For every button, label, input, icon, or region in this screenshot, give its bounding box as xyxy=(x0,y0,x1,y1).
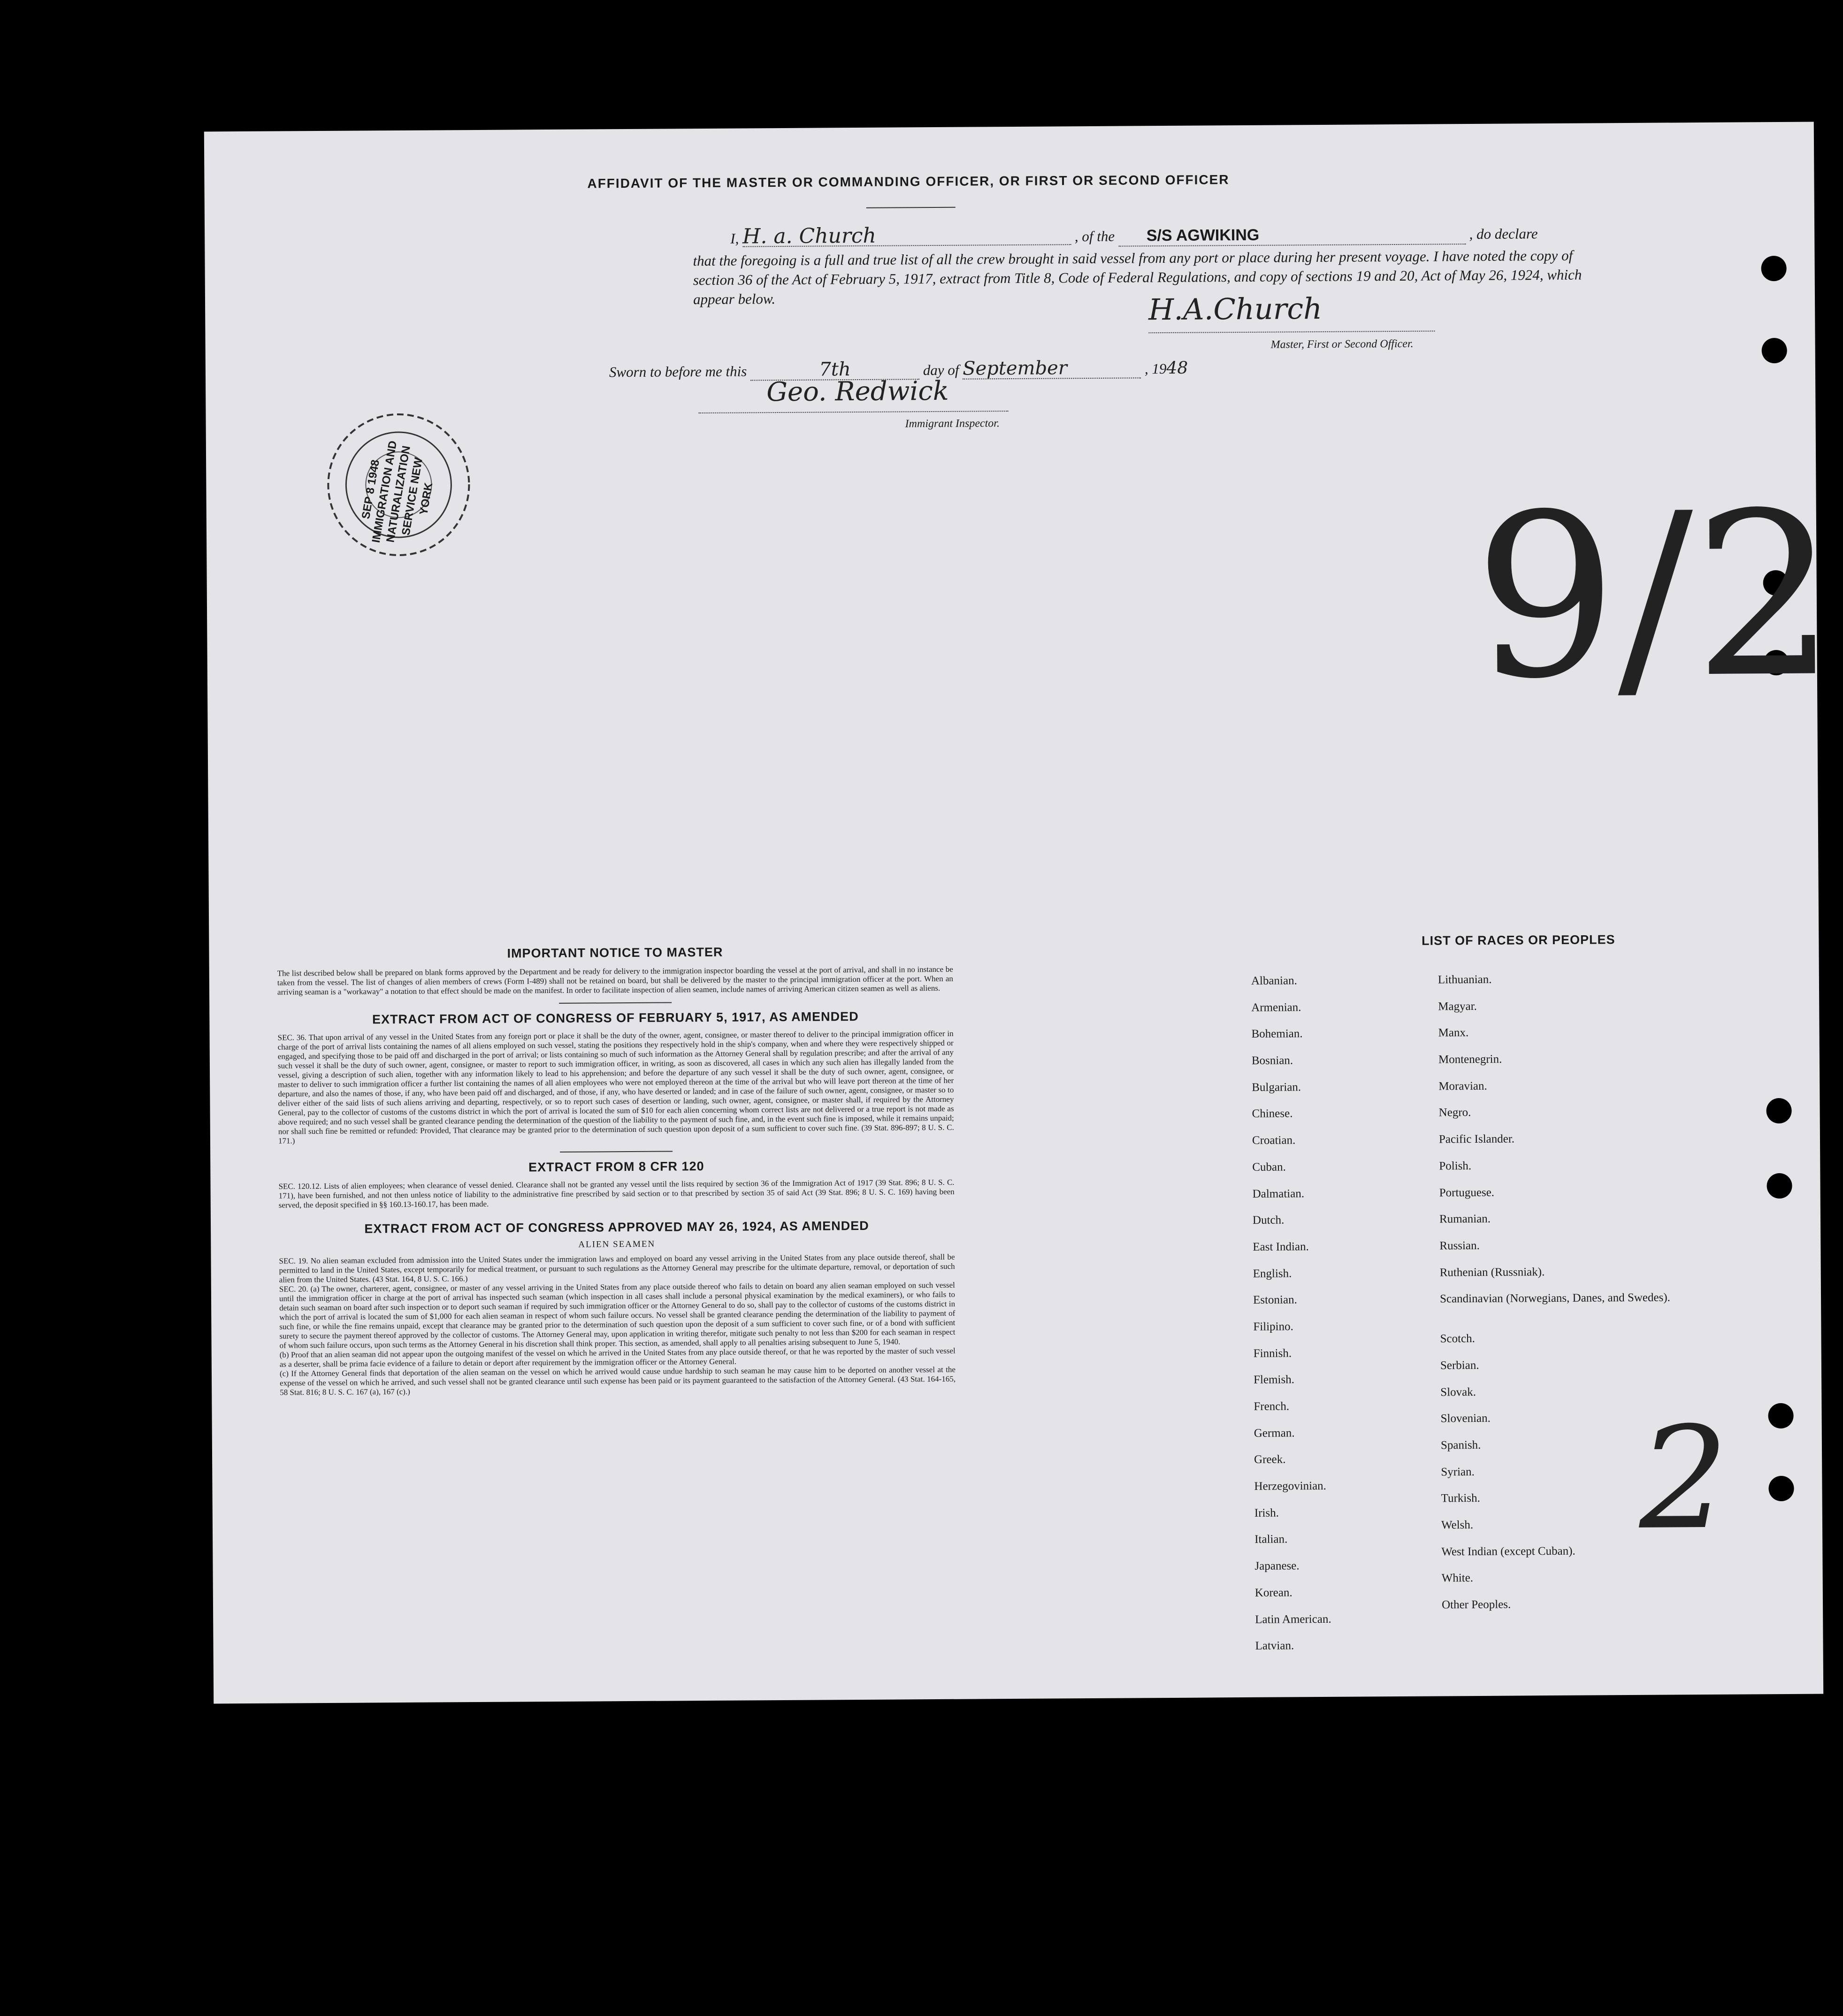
declaration-body: that the foregoing is a full and true list of all the crew brought in said vessel from any port or place during her present voyage. I have noted the copy of section 36 of the Act of February 5, 1917, extract from Title 8, Code of Federal Regulations, and copy of sections 19 and 20, Act of May 26, 1924, which appear below. xyxy=(693,247,1582,308)
race-item: Greek. xyxy=(1254,1453,1286,1466)
vessel-name: S/S AGWIKING xyxy=(1118,224,1466,247)
race-item: White. xyxy=(1441,1572,1474,1585)
race-item: Rumanian. xyxy=(1439,1212,1491,1226)
race-item: Other Peoples. xyxy=(1441,1598,1511,1611)
year-prefix: , 19 xyxy=(1144,360,1167,377)
binder-hole xyxy=(1767,1173,1792,1199)
race-item: East Indian. xyxy=(1253,1240,1309,1253)
notice-title: IMPORTANT NOTICE TO MASTER xyxy=(507,945,723,961)
extract-1917-text: SEC. 36. That upon arrival of any vessel in the United States from any foreign port or place it shall be the duty of the owner, agent, consignee, or master thereof to deliver to the principal immigration officer in charge of the port of arrival lists containing the names of all aliens employed on such vessel, stating the positions they respectively hold in the ship's company, when and where they were respectively shipped or engaged, and specifying those to be paid off and discharged in the port of arrival; or lists containing so much of such information as the Attorney General shall by regulation prescribe; and after the arrival of any such vessel it shall be the duty of such owner, agent, consignee, or master to report to such immigration officer, in writing, as soon as discovered, all cases in which any such alien has illegally landed from the vessel, giving a description of such alien, together with any information likely to lead to his apprehension; and before the departure of any such vessel it shall be the duty of such owner, agent, consignee, or master to deliver to such immigration officer a further list containing the names of all alien employees who were not employed thereon at the time of the arrival but who will leave port thereon at the time of her departure, and also the names of those, if any, who have been paid off and discharged, and of those, if any, who have deserted or landed; and in case of the failure of such owner, agent, consignee, or master so to deliver either of the said lists of such aliens arriving and departing, respectively, or so to report such cases of desertion or landing, such owner, agent, consignee, or master shall, if required by the Attorney General, pay to the collector of customs of the customs district in which the port of arrival is located the sum of $10 for each alien concerning whom correct lists are not delivered or a true report is not made as above required; and no such vessel shall be granted clearance pending the determination of the question of the liability to the payment of such fine, and, in the event such fine is imposed, while it remains unpaid; nor shall such fine be remitted or refunded: Provided, That clearance may be granted prior to the determination of such question upon deposit of a sum sufficient to cover such fine. (39 Stat. 896-897; 8 U. S. C. 171.) xyxy=(277,1029,954,1145)
race-item: Serbian. xyxy=(1440,1359,1479,1372)
master-caption: Master, First or Second Officer. xyxy=(1270,337,1414,351)
extract-1924-subtitle: ALIEN SEAMEN xyxy=(578,1239,656,1250)
binder-hole xyxy=(1768,1403,1793,1428)
race-item: Filipino. xyxy=(1253,1320,1293,1333)
race-item: Irish. xyxy=(1254,1506,1279,1520)
extract-cfr-text: SEC. 120.12. Lists of alien employees; when clearance of vessel denied. Clearance shall not be granted any vessel until the lists required by section 36 of the Immigration Act of 1917 (39 Stat. 896; 8 U. S. C. 171), have been furnished, and not then unless notice of liability to the administrative fine prescribed by said section or to that prescribed by section 35 of said Act (39 Stat. 896; 8 U. S. C. 169) having been served, the deposit specified in §§ 160.13-160.17, has been made. xyxy=(278,1177,955,1210)
signature-line xyxy=(1148,330,1435,333)
affidavit-title: AFFIDAVIT OF THE MASTER OR COMMANDING OFFICER, OR FIRST OR SECOND OFFICER xyxy=(587,172,1230,191)
extract-1924-text: SEC. 19. No alien seaman excluded from admission into the United States under the immigration laws and employed on board any vessel arriving in the United States from any place outside thereof, shall be permitted to land in the United States, except temporarily for medical treatment, or pursuant to such regulations as the Attorney General may prescribe for the ultimate departure, removal, or deportation of such alien from the United States. (43 Stat. 164, 8 U. S. C. 166.) SEC. 20. (a) The owner, charterer, agent, consignee, or master of any vessel arriving in the United States from any place outside thereof who fails to detain on board any alien seaman employed on such vessel until the immigration officer in charge at the port of arrival has inspected such seaman (which inspection in all cases shall include a personal physical examination by the medical examiners), or who fails to detain such seaman on board after such inspection or to deport such seaman if required by such immigration officer or the Attorney General to do so, shall pay to the collector of customs of the customs district in which the port of arrival is located the sum of $1,000 for each alien seaman in respect of whom such failure occurs. No vessel shall be granted clearance pending the determination of the liability to payment of such fine, or while the fine remains unpaid, except that clearance may be granted prior to the determination of such question upon the deposit of a sum sufficient to cover such fine, or of a bond with sufficient surety to secure the payment thereof approved by the collector of customs. The Attorney General may, upon application in writing therefor, mitigate such penalty to not less than $200 for each seaman in respect of whom such failure occurs, upon such terms as the Attorney General in his discretion shall think proper. This section, as amended, shall apply to all penalties arising subsequent to June 5, 1940. (b) Proof that an alien seaman did not appear upon the outgoing manifest of the vessel on which he arrived in the United States from any place outside thereof, or that he was reported by the master of such vessel as a deserter, shall be prima facie evidence of a failure to detain or deport after requirement by the immigration officer or the Attorney General. (c) If the Attorney General finds that deportation of the alien seaman on the vessel on which he arrived would cause undue hardship to such seaman he may cause him to be deported on another vessel at the expense of the vessel on which he arrived, and such vessel shall not be granted clearance until such expense has been paid or its payment guaranteed to the satisfaction of the Attorney General. (43 Stat. 164-165, 58 Stat. 816; 8 U. S. C. 167 (a), 167 (c).) xyxy=(279,1252,956,1397)
race-item: Bulgarian. xyxy=(1252,1081,1301,1094)
master-name: H. a. Church xyxy=(742,225,1071,247)
day-of-label: day of xyxy=(923,361,959,379)
notice-text: The list described below shall be prepared on blank forms approved by the Department and be ready for delivery to the immigration inspector boarding the vessel at the port of arrival, and shall in no instance be taken from the vessel. The list of changes of alien members of crews (Form I-489) shall not be retained on board, but shall be delivered by the master to the principal immigration officer at the port. When an arriving seaman is a "workaway" a notation to that effect should be made on the manifest. In order to facilitate inspection of alien seamen, include names of arriving American citizen seamen as well as aliens. xyxy=(277,964,953,997)
immigration-stamp xyxy=(321,407,476,563)
race-item: Armenian. xyxy=(1251,1000,1301,1014)
master-signature: H.A.Church xyxy=(1148,291,1323,327)
race-item: Flemish. xyxy=(1254,1373,1295,1387)
race-item: Bohemian. xyxy=(1251,1027,1303,1041)
extract-1924-title: EXTRACT FROM ACT OF CONGRESS APPROVED MAY 26, 1924, AS AMENDED xyxy=(364,1218,869,1236)
declare-label: , do declare xyxy=(1469,225,1538,243)
divider xyxy=(866,207,956,208)
binder-hole xyxy=(1766,1098,1791,1123)
races-title: LIST OF RACES OR PEOPLES xyxy=(1422,932,1615,948)
race-item: Scotch. xyxy=(1440,1332,1475,1345)
race-item: Dutch. xyxy=(1252,1214,1285,1227)
race-item: Syrian. xyxy=(1441,1465,1475,1479)
i-label: I, xyxy=(730,230,739,247)
race-item: Spanish. xyxy=(1440,1438,1481,1452)
race-item: Herzegovinian. xyxy=(1254,1480,1326,1493)
race-item: Russian. xyxy=(1439,1239,1480,1252)
race-item: French. xyxy=(1254,1400,1290,1413)
race-item: Lithuanian. xyxy=(1438,973,1492,986)
race-item: Ruthenian (Russniak). xyxy=(1439,1265,1545,1279)
race-item: Finnish. xyxy=(1253,1347,1292,1360)
race-item: Welsh. xyxy=(1441,1519,1474,1532)
race-item: Pacific Islander. xyxy=(1438,1132,1515,1146)
race-item: Turkish. xyxy=(1441,1492,1480,1505)
race-item: Latin American. xyxy=(1255,1612,1331,1626)
inspector-line xyxy=(698,411,1008,413)
extract-1917-title: EXTRACT FROM ACT OF CONGRESS OF FEBRUARY 5, 1917, AS AMENDED xyxy=(372,1009,859,1027)
race-item: Portuguese. xyxy=(1439,1186,1495,1199)
divider xyxy=(560,1151,673,1152)
inspector-caption: Immigrant Inspector. xyxy=(905,417,1000,430)
race-item: Cuban. xyxy=(1252,1161,1286,1174)
race-item: Croatian. xyxy=(1252,1134,1296,1147)
of-the-label: , of the xyxy=(1074,228,1115,245)
inspector-signature: Geo. Redwick xyxy=(766,375,949,408)
race-item: Korean. xyxy=(1254,1586,1292,1599)
binder-hole xyxy=(1761,256,1786,281)
race-item: Dalmatian. xyxy=(1252,1187,1305,1200)
stamp-text: SEP 8 1948 IMMIGRATION AND NATURALIZATION SERVICE NEW YORK xyxy=(359,440,436,544)
races-column-2 xyxy=(1438,972,1676,1625)
race-item: West Indian (except Cuban). xyxy=(1441,1544,1575,1558)
handwritten-number: 2 xyxy=(1638,1396,1729,1561)
race-item: Chinese. xyxy=(1252,1107,1293,1121)
binder-hole xyxy=(1762,338,1787,363)
race-item: Slovenian. xyxy=(1440,1412,1491,1425)
sworn-label: Sworn to before me this xyxy=(609,363,747,381)
sworn-month: September xyxy=(963,358,1141,379)
race-item: German. xyxy=(1254,1427,1295,1440)
divider xyxy=(559,1002,672,1003)
race-item: Estonian. xyxy=(1253,1293,1297,1307)
binder-hole xyxy=(1768,1476,1794,1501)
race-item: Slovak. xyxy=(1440,1385,1476,1399)
race-item: Albanian. xyxy=(1251,974,1297,987)
races-column-1 xyxy=(1251,974,1434,1666)
race-item: Scandinavian (Norwegians, Danes, and Swedes). xyxy=(1439,1291,1670,1306)
race-item: Negro. xyxy=(1438,1106,1471,1119)
race-item: Montenegrin. xyxy=(1438,1053,1502,1066)
race-item: Bosnian. xyxy=(1251,1054,1293,1067)
race-item: Japanese. xyxy=(1254,1559,1300,1573)
race-item: Moravian. xyxy=(1438,1079,1487,1093)
race-item: English. xyxy=(1253,1267,1292,1280)
legal-column xyxy=(277,944,956,1397)
document-page xyxy=(204,122,1838,1704)
extract-cfr-title: EXTRACT FROM 8 CFR 120 xyxy=(528,1159,704,1175)
race-item: Latvian. xyxy=(1255,1639,1294,1653)
sworn-day: 7th xyxy=(750,359,919,381)
race-item: Polish. xyxy=(1439,1159,1472,1173)
race-item: Manx. xyxy=(1438,1026,1469,1039)
sworn-year: 48 xyxy=(1166,358,1188,378)
race-item: Magyar. xyxy=(1438,1000,1477,1013)
handwritten-fraction: 9/2 xyxy=(1473,464,1838,729)
race-item: Italian. xyxy=(1254,1533,1288,1546)
